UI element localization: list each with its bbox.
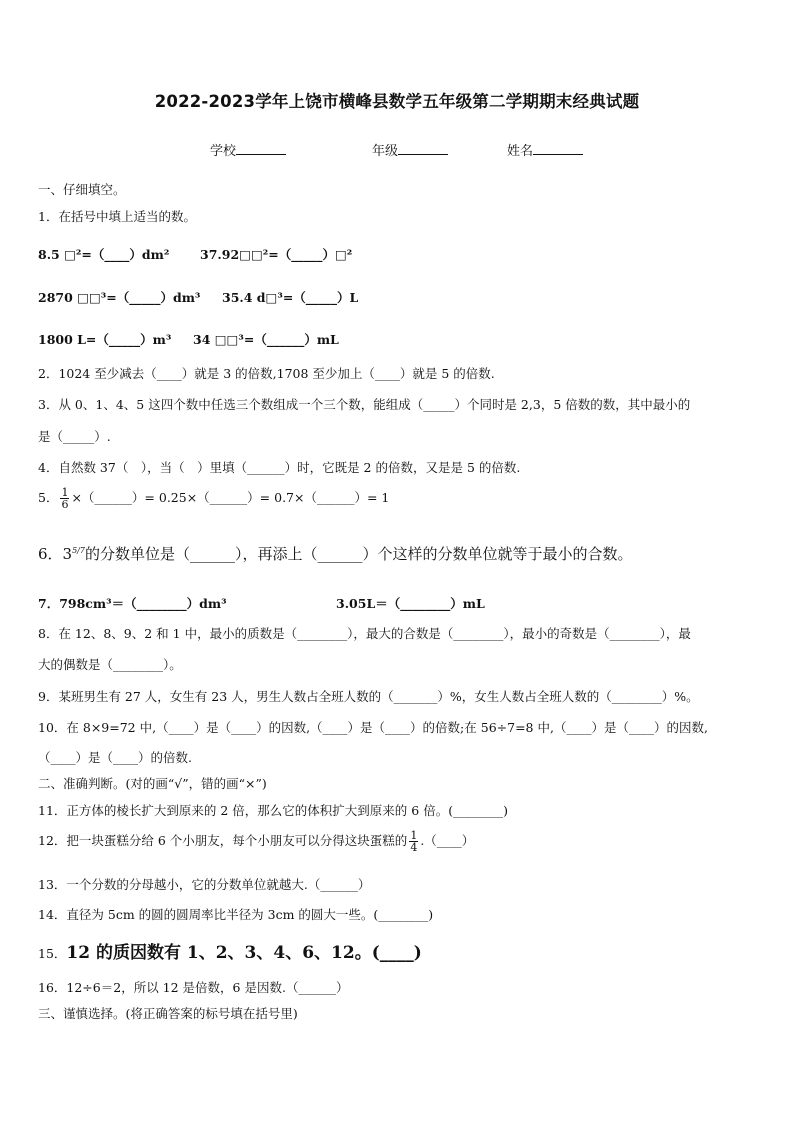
q5-equation: ×（______）= 0.25×（______）= 0.7×（______）= 1 — [71, 490, 390, 505]
q1-item-6: 34 □□³=（______）mL — [193, 332, 339, 347]
q7-item-1: 7．798cm³＝（________）dm³ — [38, 596, 227, 611]
question-11: 11．正方体的棱长扩大到原来的 2 倍，那么它的体积扩大到原来的 6 倍。(________) — [38, 803, 508, 818]
section-3-heading: 三、谨慎选择。(将正确答案的标号填在括号里) — [38, 1006, 298, 1021]
section-1-heading: 一、仔细填空。 — [38, 182, 126, 197]
question-8-line-1: 8．在 12、8、9、2 和 1 中，最小的质数是（________），最大的合数是（________），最小的奇数是（________），最 — [38, 626, 691, 641]
grade-label: 年级 — [372, 144, 399, 159]
question-15 — [38, 938, 422, 963]
name-blank[interactable] — [533, 142, 583, 155]
question-8-line-2: 大的偶数是（________）。 — [38, 657, 182, 672]
question-2: 2．1024 至少减去（____）就是 3 的倍数,1708 至少加上（____）就是 5 的倍数. — [38, 366, 495, 381]
school-field — [210, 140, 286, 159]
q7-item-2: 3.05L＝（________）mL — [336, 596, 485, 611]
q15-prefix: 15． — [38, 946, 67, 961]
q15-text: 12 的质因数有 1、2、3、4、6、12。(____) — [66, 943, 422, 963]
q12-fraction — [409, 830, 418, 853]
q5-fraction-numerator: 1 — [61, 486, 69, 499]
school-label: 学校 — [210, 144, 237, 159]
question-10-line-1: 10．在 8×9=72 中,（____）是（____）的因数,（____）是（____）的倍数;在 56÷7=8 中,（____）是（____）的因数, — [38, 720, 708, 735]
q12-fraction-numerator: 1 — [410, 829, 418, 842]
question-1: 1．在括号中填上适当的数。 — [38, 209, 196, 224]
question-10-line-2: （____）是（____）的倍数. — [38, 750, 192, 765]
q6-prefix: 6．3 — [38, 545, 73, 563]
q1-item-5: 1800 L=（_____）m³ — [38, 332, 172, 347]
question-4: 4．自然数 37（ ），当（ ）里填（______）时，它既是 2 的倍数，又是是 5 的倍数. — [38, 460, 521, 475]
name-label: 姓名 — [507, 144, 534, 159]
q6-text: 的分数单位是（______），再添上（______）个这样的分数单位就等于最小的合数。 — [84, 545, 633, 563]
q1-item-1: 8.5 □²=（____）dm² — [38, 247, 170, 262]
q1-item-4: 35.4 d□³=（_____）L — [222, 290, 359, 305]
q6-superscript: 5/7 — [72, 546, 85, 555]
q5-fraction-denominator: 6 — [61, 498, 69, 511]
question-16: 16．12÷6＝2，所以 12 是倍数，6 是因数.（______） — [38, 980, 349, 995]
q12-suffix: .（____） — [420, 833, 475, 848]
q12-prefix: 12．把一块蛋糕分给 6 个小朋友，每个小朋友可以分得这块蛋糕的 — [38, 833, 408, 848]
question-14: 14．直径为 5cm 的圆的圆周率比半径为 3cm 的圆大一些。(________) — [38, 907, 434, 922]
q5-prefix: 5． — [38, 490, 59, 505]
question-5 — [38, 487, 389, 510]
question-12 — [38, 830, 474, 853]
q12-fraction-denominator: 4 — [410, 841, 418, 854]
question-3-line-1: 3．从 0、1、4、5 这四个数中任选三个数组成一个三个数，能组成（_____）个同时是 2,3，5 倍数的数，其中最小的 — [38, 397, 691, 412]
grade-blank[interactable] — [398, 142, 448, 155]
question-9: 9．某班男生有 27 人，女生有 23 人，男生人数占全班人数的（_______）%，女生人数占全班人数的（________）%。 — [38, 689, 699, 704]
name-field — [507, 140, 583, 159]
q1-item-2: 37.92□□²=（_____）□² — [200, 247, 353, 262]
q5-fraction — [60, 487, 69, 510]
school-blank[interactable] — [236, 142, 286, 155]
question-3-line-2: 是（_____）. — [38, 429, 111, 444]
exam-title: 2022-2023学年上饶市横峰县数学五年级第二学期期末经典试题 — [154, 92, 640, 111]
q1-item-3: 2870 □□³=（_____）dm³ — [38, 290, 201, 305]
grade-field — [372, 140, 448, 159]
section-2-heading: 二、准确判断。(对的画“√”，错的画“×”) — [38, 776, 267, 791]
question-13: 13．一个分数的分母越小，它的分数单位就越大.（______） — [38, 877, 371, 892]
question-6 — [38, 543, 632, 564]
